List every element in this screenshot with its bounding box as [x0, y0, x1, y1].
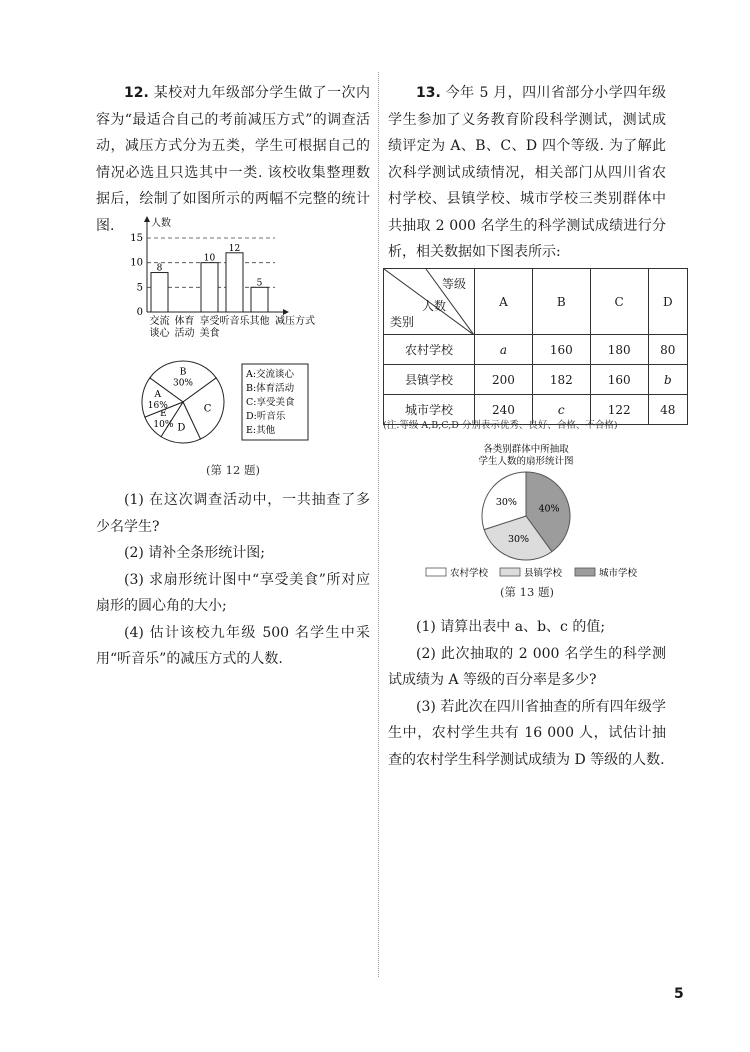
- table-cell-var: a: [499, 342, 507, 357]
- x-tick-label: 交流: [149, 316, 170, 327]
- pie-legend-swatch: [575, 568, 595, 576]
- corner-label-grade: 等级: [442, 277, 467, 291]
- table-cell: 160: [590, 365, 648, 395]
- pie-slice-label: 30%: [495, 496, 517, 508]
- q13-stem: [388, 80, 666, 266]
- table-cell-var: b: [663, 372, 672, 387]
- q13-sub2: (2) 此次抽取的 2 000 名学生的科学测试成绩为 A 等级的百分率是多少?: [388, 645, 666, 688]
- bar-value-label: 5: [256, 278, 263, 289]
- table-row-label: 农村学校: [384, 335, 475, 365]
- pie-legend-entry: E:其他: [246, 425, 276, 436]
- table-corner-cell: [384, 269, 475, 335]
- q12-stem-text: 某校对九年级部分学生做了一次内容为“最适合自己的考前减压方式”的调查活动，减压方式分为五类，学生可根据自己的情况必选且只选其中一类. 该校收集整理数据后，绘制了如图所示的两幅不完整的统计图.: [96, 85, 371, 234]
- table-cell: 200: [475, 365, 533, 395]
- pie-title: 各类别群体中所抽取: [483, 444, 569, 455]
- pie-legend-entry: 农村学校: [450, 568, 489, 579]
- table-cell: 122: [590, 395, 648, 425]
- pie-slice-label: A: [154, 389, 162, 400]
- bar-value-label: 8: [156, 263, 163, 274]
- table-cell: 48: [648, 395, 687, 425]
- table-row: [384, 365, 688, 395]
- q12-sub2: (2) 请补全条形统计图;: [124, 545, 265, 561]
- table-header-cell: B: [532, 269, 590, 335]
- table-header-cell: D: [648, 269, 687, 335]
- pie-legend-swatch: [500, 568, 520, 576]
- q13-table-note: (注:等级 A,B,C,D 分别表示优秀、良好、合格、不合格): [383, 420, 618, 431]
- pie-legend-swatch: [426, 568, 446, 576]
- table-cell: [648, 365, 687, 395]
- bar: [201, 263, 218, 312]
- pie-legend-entry: A:交流谈心: [246, 369, 295, 380]
- table-cell: 80: [648, 335, 687, 365]
- x-tick-label: 其他: [249, 316, 270, 327]
- table-cell: 182: [532, 365, 590, 395]
- pie-slice-label: 40%: [538, 503, 560, 515]
- question-13: [388, 80, 666, 266]
- column-divider: [378, 72, 379, 977]
- q13-number: 13.: [416, 85, 441, 101]
- pie-slice-label: 30%: [172, 378, 194, 389]
- q12-number: 12.: [124, 85, 149, 101]
- x-axis-arrow: [283, 309, 289, 315]
- q13-caption: (第 13 题): [500, 585, 554, 599]
- table-row-label: 城市学校: [384, 395, 475, 425]
- q12-pie-chart: [138, 352, 318, 452]
- y-tick-label: 15: [130, 233, 143, 244]
- q13-pie-chart: [400, 442, 670, 582]
- table-cell: 180: [590, 335, 648, 365]
- x-tick-label: 享受: [199, 316, 220, 327]
- q13-sub1: (1) 请算出表中 a、b、c 的值;: [416, 619, 606, 635]
- table-header-cell: A: [475, 269, 533, 335]
- y-tick-label: 0: [136, 307, 143, 318]
- pie-legend-entry: B:体育活动: [246, 383, 295, 394]
- q12-bar-chart: [125, 214, 325, 344]
- pie-title: 学生人数的扇形统计图: [478, 456, 574, 467]
- pie-legend-entry: D:听音乐: [246, 411, 286, 422]
- pie-slice-label: B: [179, 367, 187, 378]
- q13-sub3: (3) 若此次在四川省抽查的所有四年级学生中，农村学生共有 16 000 人，试估计抽查的农村学生科学测试成绩为 D 等级的人数.: [388, 698, 666, 768]
- page-number: 5: [674, 986, 684, 1002]
- x-tick-label: 听音乐: [219, 316, 250, 327]
- pie-legend-entry: 县镇学校: [524, 568, 563, 579]
- q13-score-table: [383, 268, 688, 425]
- q12-sub4: (4) 估计该校九年级 500 名学生中采用“听音乐”的减压方式的人数.: [96, 624, 370, 667]
- pie-slice-label: D: [177, 422, 186, 434]
- pie-slice-label: C: [203, 403, 212, 415]
- q13-subquestions: [388, 614, 666, 773]
- pie-legend-entry: 城市学校: [599, 568, 638, 579]
- q13-stem-text: 今年 5 月，四川省部分小学四年级学生参加了义务教育阶段科学测试，测试成绩评定为 A、B、C、D 四个等级. 为了解此次科学测试成绩情况，相关部门从四川省农村学校、县镇学校、城市学校三类别群体中共抽取 2 000 名学生的科学测试成绩进行分析，相关数据如下图表所示:: [388, 85, 666, 260]
- table-cell: 240: [475, 395, 533, 425]
- q12-sub3: (3) 求扇形统计图中“享受美食”所对应扇形的圆心角的大小;: [96, 571, 370, 614]
- bar-value-label: 10: [203, 253, 216, 264]
- y-tick-label: 5: [136, 282, 143, 294]
- table-cell: [475, 335, 533, 365]
- x-tick-label: 谈心: [149, 328, 170, 339]
- pie-slice-label: 30%: [507, 534, 530, 546]
- x-tick-label: 活动: [174, 328, 195, 339]
- x-axis-label: 减压方式: [275, 316, 315, 327]
- bar-value-label: 12: [228, 243, 241, 254]
- x-tick-label: 体育: [174, 316, 195, 327]
- bar: [251, 287, 268, 312]
- y-axis-label: 人数: [151, 218, 171, 229]
- bar: [151, 273, 168, 312]
- y-tick-label: 10: [130, 257, 143, 269]
- table-row: [384, 335, 688, 365]
- table-cell: 160: [532, 335, 590, 365]
- q12-sub1: (1) 在这次调查活动中，一共抽查了多少名学生?: [96, 492, 370, 535]
- table-cell-var: c: [557, 402, 565, 417]
- table-header-cell: C: [590, 269, 648, 335]
- corner-label-category: 类别: [390, 315, 415, 329]
- table-row-label: 县镇学校: [384, 365, 475, 395]
- corner-label-count: 人数: [422, 299, 447, 313]
- pie-slice-label: E: [160, 409, 167, 420]
- q12-subquestions: [96, 487, 370, 673]
- bar: [226, 253, 243, 312]
- pie-slice-label: 10%: [153, 420, 174, 431]
- q12-caption: (第 12 题): [206, 463, 260, 477]
- pie-slice-label: 16%: [147, 400, 168, 411]
- table-header-row: [384, 269, 688, 335]
- x-tick-label: 美食: [199, 328, 220, 339]
- pie-legend-entry: C:享受美食: [246, 397, 295, 408]
- y-axis-arrow: [144, 216, 150, 222]
